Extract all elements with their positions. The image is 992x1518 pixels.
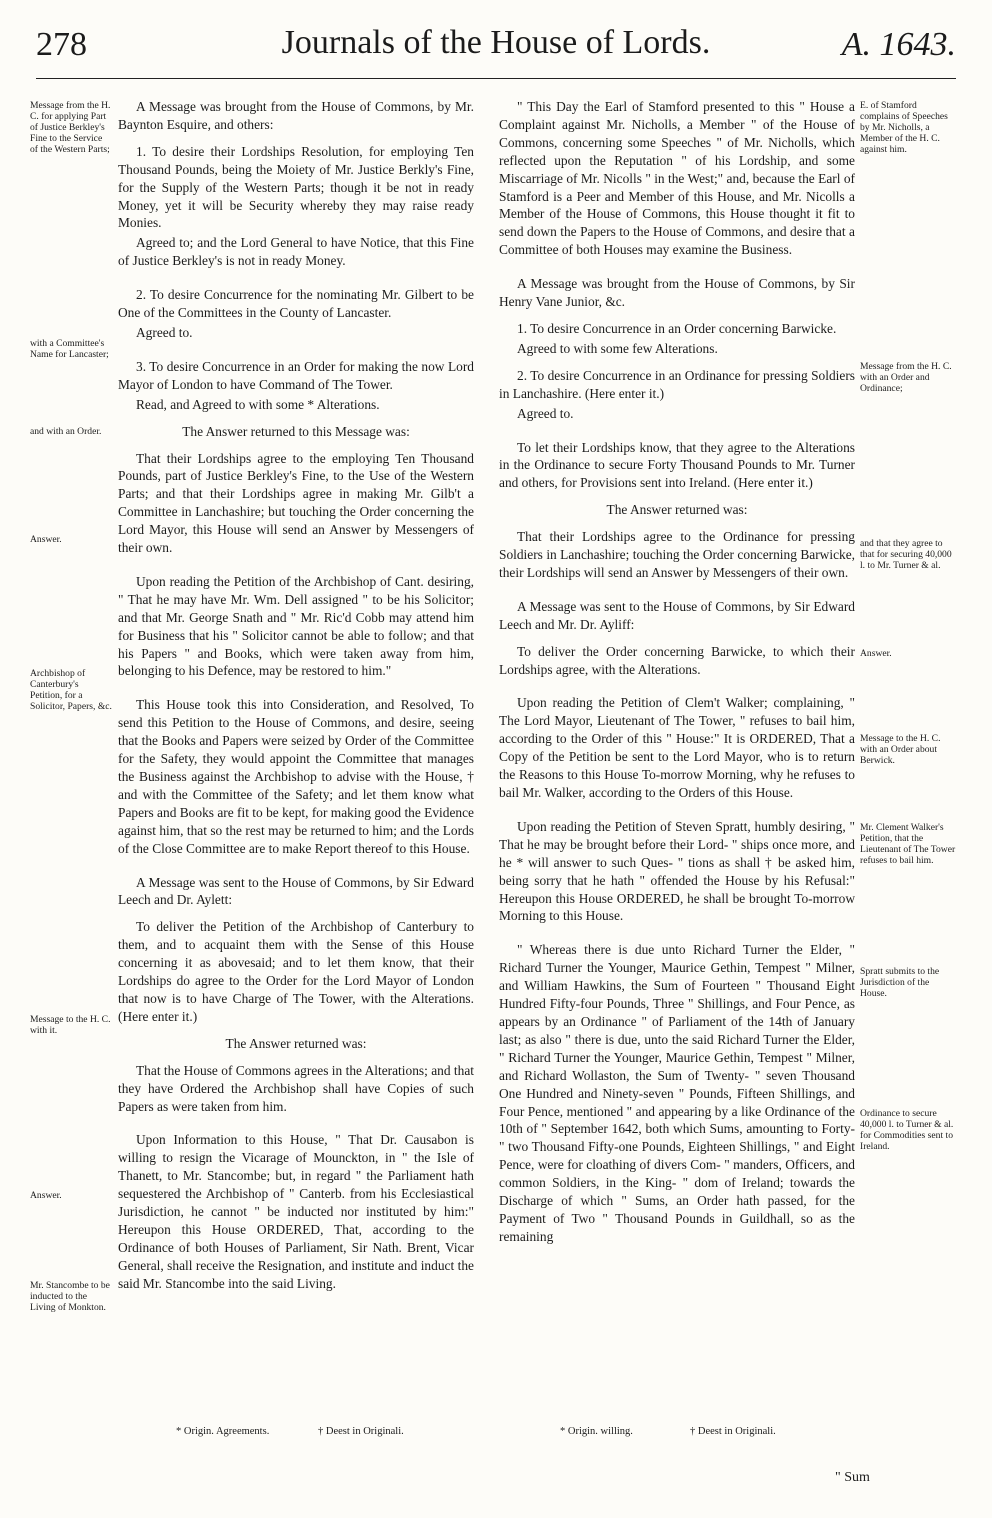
paragraph: 3. To desire Concurrence in an Order for making the now Lord Mayor of London to have Command of The Tower. [118,358,474,392]
paragraph: 2. To desire Concurrence in an Ordinance for pressing Soldiers in Lanchashire. (Here enter it.) [499,367,855,401]
paragraph: That the House of Commons agrees in the Alterations; and that they have Ordered the Archbishop shall have Copies of such Papers as were taken from him. [118,1062,474,1114]
paragraph: That their Lordships agree to the employing Ten Thousand Pounds, part of Justice Berkley's Fine, to the Use of the Western Parts; and that their Lordships agree in making Mr. Gilb't a Committee in Lanchashire; but touching the Order concerning the Lord Mayor, this House will send an Answer by Messengers of their own. [118,450,474,556]
footnote: † Deest in Originali. [690,1426,776,1437]
header-rule [36,78,956,79]
paragraph: That their Lordships agree to the Ordinance for pressing Soldiers in Lanchashire; touching the Order concerning Barwicke, their Lordships will send an Answer by Messengers of their own. [499,529,855,580]
margin-note: Message to the H. C. with an Order about Berwick. [860,733,941,766]
paragraph: Agreed to. [136,324,193,340]
page-title: Journals of the House of Lords. [281,24,711,61]
paragraph: " Whereas there is due unto Richard Turner the Elder, " Richard Turner the Younger, Maurice Gethin, Tempest " Milner, and William Hawkins, the Sum of Fourteen " Thousand Eight Hundred Fifty-four Pounds, Three " Shillings, and Four Pence, as appears by an Ordinance " of Parliament of the 14th of January last; as also " there is due, unto the said Richard Turner the Elder, " Richard Turner the Younger, Maurice Gethin, Tempest " Milner, and Richard Wollaston, the Sum of Twenty- " seven Thousand One Hundred and Ninety-seven " Pounds, Fifteen Shillings, and Four Pence, mentioned " and appearing by a like Ordinance of the 10th of " September 1642, both which Sums, amounting to Forty- " two Thousand Fifty-one Pounds, Eighteen Shillings, " and Eight Pence, were for cloathing of divers Com- " manders, Officers, and common Soldiers, in the King- " dom of Ireland; towards the Discharge of which " Sums, an Order hath passed, for the Payment of Two " Thousand Pounds in Guildhall, so as the remaining [499,942,855,1244]
margin-note: E. of Stamford complains of Speeches by Mr. Nicholls, a Member of the H. C. against him. [860,100,948,155]
paragraph: To deliver the Petition of the Archbishop of Canterbury to them, and to acquaint them with the Sense of this House concerning it as abovesaid; and to let them know, that their Lordships do agree to the Order for the Lord Mayor of London that now is to have Charge of The Tower, with the Alterations. (Here enter it.) [118,919,474,1024]
margin-note: Answer. [860,648,892,659]
paragraph: This House took this into Consideration, and Resolved, To send this Petition to the House of Commons, and desire, seeing that the Books and Papers were seized by Order of the Committee for the Safety, they would appoint the Committee that manages the Business against the Archbishop to advise with the House, † and with the Committee of the Safety; and let them know what Papers and Books are fit to be kept, for making good the Evidence against him, that so the rest may be returned to him; and the Lords of the Close Committee are to make Report thereof to this House. [118,697,474,856]
margin-note: with a Committee's Name for Lancaster; [30,338,109,360]
paragraph: A Message was sent to the House of Commons, by Sir Edward Leech and Dr. Aylett: [118,874,474,908]
margin-note: and that they agree to that for securing 40,000 l. to Mr. Turner & al. [860,538,952,571]
margin-note: Mr. Stancombe to be inducted to the Living of Monkton. [30,1280,110,1313]
paragraph: Upon reading the Petition of Clem't Walker; complaining, " The Lord Mayor, Lieutenant of The Tower, " refuses to bail him, according to the Order of this " House:" It is ORDERED, That a Copy of the Petition be sent to the Lord Mayor, who is to return the Reasons to this House To-morrow Morning, why he refuses to bail Mr. Walker, according to the Orders of this House. [499,695,855,800]
margin-note: Answer. [30,534,62,545]
margin-note: and with an Order. [30,426,102,437]
catchword: " Sum [835,1470,870,1485]
page-header [36,20,956,76]
paragraph: " This Day the Earl of Stamford presented to this " House a Complaint against Mr. Nicholls, a Member " of the House of Commons, concerning some Speeches " of Mr. Nicholls, which reflected upon the Reputation " of his Lordship, and some Miscarriage of Mr. Nicolls " in the West;" and, because the Earl of Stamford is a Peer and Member of this House, and Mr. Nicolls a Member of the House of Commons, this House thought it fit to send down the Papers to the House of Commons, and desire that a Committee of both Houses may examine the Business. [499,99,855,258]
paragraph: A Message was sent to the House of Commons, by Sir Edward Leech and Mr. Dr. Ayliff: [499,598,855,632]
footnote: * Origin. Agreements. [176,1426,270,1437]
paragraph: To deliver the Order concerning Barwicke, to which their Lordships agree, with the Alterations. [499,643,855,677]
footnote: † Deest in Originali. [318,1426,404,1437]
paragraph: Agreed to. [517,405,574,421]
paragraph: To let their Lordships know, that they agree to the Alterations in the Ordinance to secure Forty Thousand Pounds to Mr. Turner and others, for Provisions sent into Ireland. (Here enter it.) [499,439,855,491]
paragraph: Agreed to; and the Lord General to have Notice, that this Fine of Justice Berkley's is not in ready Money. [118,235,474,269]
margin-note: Message from the H. C. for applying Part of Justice Berkley's Fine to the Service of the Western Parts; [30,100,111,155]
right-column [499,98,855,1248]
paragraph: A Message was brought from the House of Commons, by Mr. Baynton Esquire, and others: [118,99,474,132]
paragraph: 2. To desire Concurrence for the nominating Mr. Gilbert to be One of the Committees in the County of Lancaster. [118,287,474,321]
page-number: 278 [36,26,87,63]
section-heading: The Answer returned to this Message was: [182,423,410,439]
year-heading: A. 1643. [841,26,956,63]
margin-note: Mr. Clement Walker's Petition, that the Lieutenant of The Tower refuses to bail him. [860,822,956,866]
paragraph: Agreed to with some few Alterations. [517,340,718,356]
section-heading: The Answer returned was: [606,502,748,518]
margin-note: Answer. [30,1190,62,1201]
margin-note: Message to the H. C. with it. [30,1014,111,1036]
margin-note: Message from the H. C. with an Order and Ordinance; [860,361,952,394]
paragraph: 1. To desire Concurrence in an Order concerning Barwicke. [517,320,837,336]
paragraph: Upon Information to this House, " That Dr. Causabon is willing to resign the Vicarage of Mounckton, in " the Isle of Thanett, to Mr. Stancombe; but, in regard " the Parliament hath sequestered the Archbishop of " Canterb. from his Ecclesiastical Jurisdiction, he cannot " be inducted nor instituted by him:" Hereupon this House ORDERED, That, according to the Ordinance of both Houses of Parliament, Sir Nath. Brent, Vicar General, shall receive the Resignation, and institute and induct the said Mr. Stancombe into the said Living. [118,1132,474,1291]
paragraph: 1. To desire their Lordships Resolution, for employing Ten Thousand Pounds, being the Moiety of Mr. Justice Berkly's Fine, for the Supply of the Western Parts; though it be not in ready Money, yet it will be Security whereby they may raise ready Monies. [118,143,474,231]
margin-note: Spratt submits to the Jurisdiction of the House. [860,966,940,999]
left-column [118,98,474,1295]
paragraph: Read, and Agreed to with some * Alterations. [136,396,380,412]
paragraph: Upon reading the Petition of Steven Spratt, humbly desiring, " That he may be brought before their Lord- " ships once more, and he * will answer to such Ques- " tions as shall † be asked him, being sorry that he hath " offended the House by his Refusal:" Hereupon this House ORDERED, he shall be brought To-morrow Morning to this House. [499,818,855,924]
paragraph: Upon reading the Petition of the Archbishop of Cant. desiring, " That he may have Mr. Wm. Dell assigned " to be his Solicitor; and that Mr. George Snath and " Mr. Ric'd Cobb may attend him for Business that his " Solicitor cannot be able to follow; and that his Papers " and Books, which were taken away from him, belonging to his Defence, may be restored to him." [118,573,474,679]
section-heading: The Answer returned was: [225,1035,367,1051]
margin-note: Archbishop of Canterbury's Petition, for a Solicitor, Papers, &c. [30,668,112,712]
footnote: * Origin. willing. [560,1426,633,1437]
margin-note: Ordinance to secure 40,000 l. to Turner & al. for Commodities sent to Ireland. [860,1108,954,1152]
paragraph: A Message was brought from the House of Commons, by Sir Henry Vane Junior, &c. [499,276,855,310]
